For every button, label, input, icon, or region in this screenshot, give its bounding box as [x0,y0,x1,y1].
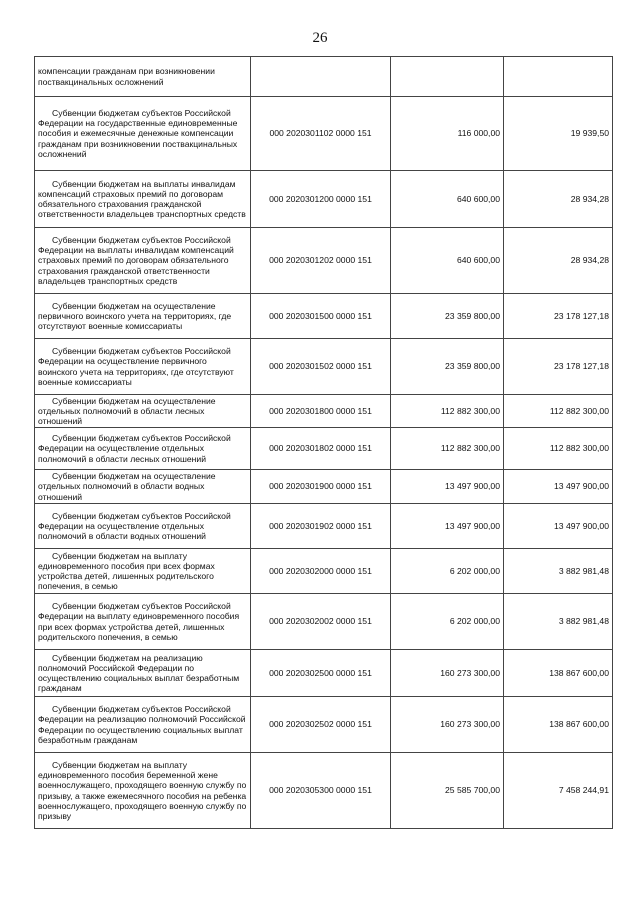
row-planned-amount-cell: 160 273 300,00 [391,697,504,753]
row-code-cell: 000 2020301802 0000 151 [251,428,391,470]
row-name-cell: Субвенции бюджетам на выплаты инвалидам компенсаций страховых премий по договорам обязательного страхования гражданской ответственности владельцев транспортных средств [35,171,251,228]
row-name-cell: Субвенции бюджетам субъектов Российской Федерации на осуществление первичного воинского учета на территориях, где отсутствуют военные комиссариаты [35,339,251,395]
row-name-cell: Субвенции бюджетам на реализацию полномочий Российской Федерации по осуществлению социальных выплат безработным гражданам [35,650,251,697]
row-planned-amount-cell: 6 202 000,00 [391,594,504,650]
row-code-cell: 000 2020301900 0000 151 [251,470,391,504]
row-planned-amount-cell: 25 585 700,00 [391,753,504,829]
row-planned-amount-cell: 23 359 800,00 [391,339,504,395]
row-planned-amount-cell: 112 882 300,00 [391,428,504,470]
row-code-cell: 000 2020302502 0000 151 [251,697,391,753]
table-row [35,470,613,504]
row-executed-amount-cell: 13 497 900,00 [504,470,613,504]
row-executed-amount-cell: 28 934,28 [504,171,613,228]
row-planned-amount-cell: 23 359 800,00 [391,294,504,339]
row-executed-amount-cell: 13 497 900,00 [504,504,613,549]
row-planned-amount-cell: 640 600,00 [391,171,504,228]
row-name-cell: компенсации гражданам при возникновении поствакцинальных осложнений [35,57,251,97]
row-planned-amount-cell: 6 202 000,00 [391,549,504,594]
row-name-cell: Субвенции бюджетам субъектов Российской Федерации на реализацию полномочий Российской Федерации по осуществлению социальных выплат безработным гражданам [35,697,251,753]
row-code-cell: 000 2020302002 0000 151 [251,594,391,650]
row-code-cell: 000 2020302500 0000 151 [251,650,391,697]
row-name-cell: Субвенции бюджетам субъектов Российской Федерации на государственные единовременные пособия и ежемесячные денежные компенсации гражданам при возникновении поствакцинальных осложнений [35,97,251,171]
row-executed-amount-cell: 112 882 300,00 [504,428,613,470]
table-row [35,594,613,650]
row-name-cell: Субвенции бюджетам на осуществление отдельных полномочий в области лесных отношений [35,395,251,428]
row-name-cell: Субвенции бюджетам субъектов Российской Федерации на осуществление отдельных полномочий в области водных отношений [35,504,251,549]
row-planned-amount-cell: 13 497 900,00 [391,470,504,504]
row-executed-amount-cell: 7 458 244,91 [504,753,613,829]
row-planned-amount-cell [391,57,504,97]
table-row [35,171,613,228]
row-planned-amount-cell: 116 000,00 [391,97,504,171]
row-executed-amount-cell: 23 178 127,18 [504,294,613,339]
row-code-cell: 000 2020301902 0000 151 [251,504,391,549]
page-number: 26 [312,30,328,46]
table-row [35,228,613,294]
table-row [35,57,613,97]
row-executed-amount-cell [504,57,613,97]
row-code-cell: 000 2020301502 0000 151 [251,339,391,395]
row-executed-amount-cell: 28 934,28 [504,228,613,294]
table-row [35,395,613,428]
row-code-cell: 000 2020301102 0000 151 [251,97,391,171]
row-code-cell: 000 2020301800 0000 151 [251,395,391,428]
row-executed-amount-cell: 3 882 981,48 [504,549,613,594]
row-planned-amount-cell: 112 882 300,00 [391,395,504,428]
row-name-cell: Субвенции бюджетам субъектов Российской Федерации на выплаты инвалидам компенсаций страховых премий по договорам обязательного страхования гражданской ответственности владельцев транспортных средств [35,228,251,294]
row-code-cell: 000 2020301200 0000 151 [251,171,391,228]
row-code-cell [251,57,391,97]
row-name-cell: Субвенции бюджетам субъектов Российской Федерации на осуществление отдельных полномочий в области лесных отношений [35,428,251,470]
row-executed-amount-cell: 3 882 981,48 [504,594,613,650]
row-name-cell: Субвенции бюджетам на осуществление отдельных полномочий в области водных отношений [35,470,251,504]
row-executed-amount-cell: 112 882 300,00 [504,395,613,428]
row-planned-amount-cell: 13 497 900,00 [391,504,504,549]
row-name-cell: Субвенции бюджетам субъектов Российской Федерации на выплату единовременного пособия при всех формах устройства детей, лишенных родительского попечения, в семью [35,594,251,650]
row-code-cell: 000 2020302000 0000 151 [251,549,391,594]
table-row [35,97,613,171]
table-row [35,504,613,549]
row-name-cell: Субвенции бюджетам на выплату единовременного пособия беременной жене военнослужащего, проходящего военную службу по призыву, а также ежемесячного пособия на ребенка военнослужащего, проходящего военную службу по призыву [35,753,251,829]
row-code-cell: 000 2020301500 0000 151 [251,294,391,339]
row-code-cell: 000 2020301202 0000 151 [251,228,391,294]
table-row [35,294,613,339]
row-executed-amount-cell: 19 939,50 [504,97,613,171]
table-row [35,753,613,829]
table-row [35,339,613,395]
row-code-cell: 000 2020305300 0000 151 [251,753,391,829]
table-row [35,549,613,594]
row-executed-amount-cell: 138 867 600,00 [504,650,613,697]
table-row [35,650,613,697]
budget-table-body [35,57,613,829]
row-planned-amount-cell: 640 600,00 [391,228,504,294]
row-executed-amount-cell: 23 178 127,18 [504,339,613,395]
row-planned-amount-cell: 160 273 300,00 [391,650,504,697]
budget-table [34,56,613,829]
row-executed-amount-cell: 138 867 600,00 [504,697,613,753]
table-row [35,697,613,753]
table-row [35,428,613,470]
row-name-cell: Субвенции бюджетам на выплату единовременного пособия при всех формах устройства детей, лишенных родительского попечения, в семью [35,549,251,594]
row-name-cell: Субвенции бюджетам на осуществление первичного воинского учета на территориях, где отсутствуют военные комиссариаты [35,294,251,339]
